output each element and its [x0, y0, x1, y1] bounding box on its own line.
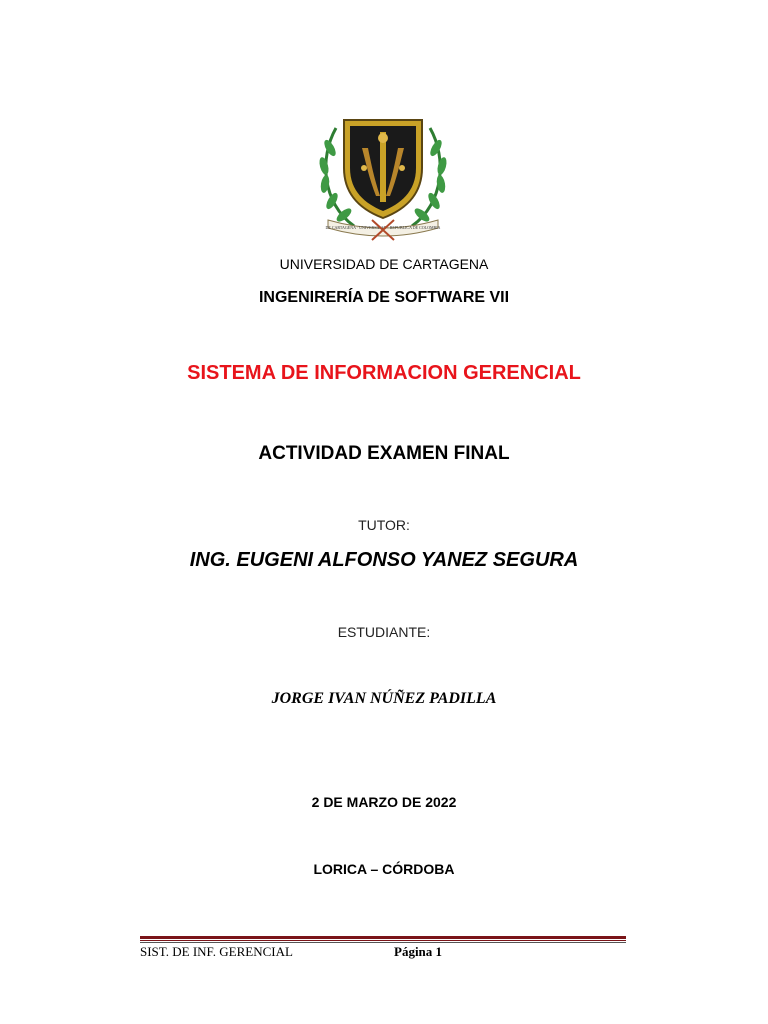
crest-ribbon-text: DE CARTAGENA · UNIVERSIDAD · REPUBLICA DE COLOMBIA	[325, 225, 441, 230]
course-name: INGENIRERÍA DE SOFTWARE VII	[258, 289, 510, 306]
tutor-name: ING. EUGENI ALFONSO YANEZ SEGURA	[189, 549, 579, 571]
document-place: LORICA – CÓRDOBA	[313, 861, 455, 877]
student-name: JORGE IVAN NÚÑEZ PADILLA	[271, 690, 497, 707]
student-label: ESTUDIANTE:	[337, 624, 431, 640]
footer-divider	[140, 936, 626, 939]
document-date: 2 DE MARZO DE 2022	[311, 794, 457, 810]
tutor-label: TUTOR:	[358, 517, 410, 533]
university-name: UNIVERSIDAD DE CARTAGENA	[279, 256, 489, 272]
footer-divider-dark	[140, 942, 626, 943]
page-number: Página 1	[394, 944, 443, 959]
footer-title: SIST. DE INF. GERENCIAL	[140, 944, 293, 959]
project-title: SISTEMA DE INFORMACION GERENCIAL	[187, 362, 581, 384]
footer-divider-thin	[140, 940, 626, 941]
activity-title: ACTIVIDAD EXAMEN FINAL	[258, 443, 510, 464]
university-crest-logo	[314, 108, 452, 244]
